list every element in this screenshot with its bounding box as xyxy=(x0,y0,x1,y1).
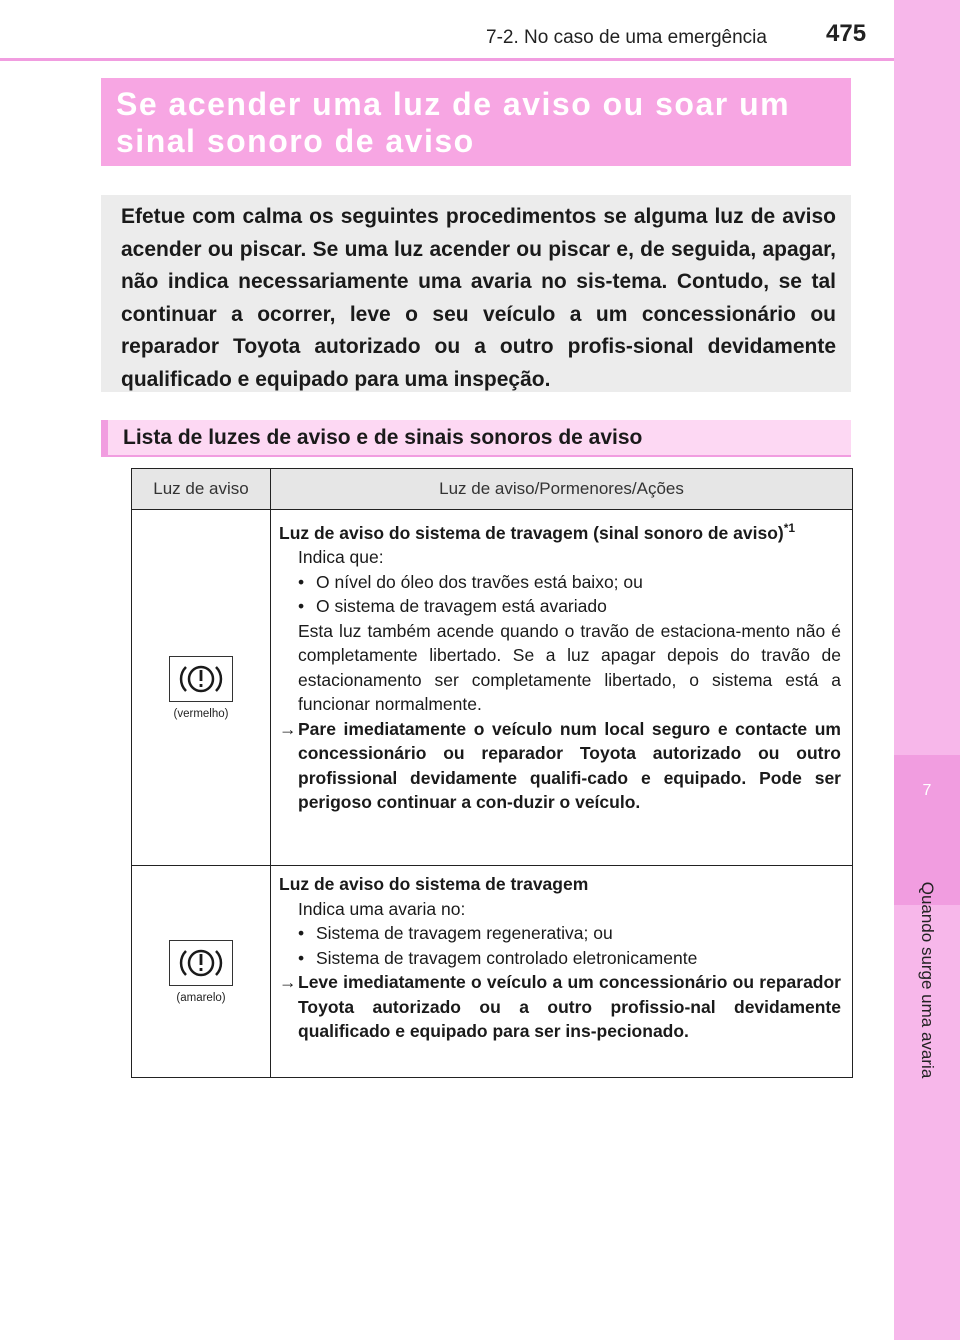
details-cell xyxy=(271,510,852,865)
table-header xyxy=(132,469,852,510)
warning-lights-table xyxy=(131,468,853,1078)
light-title: Luz de aviso do sistema de travagem xyxy=(279,874,589,894)
brake-warning-icon xyxy=(169,940,233,986)
arrow-icon: → xyxy=(279,718,297,739)
footnote-mark: *1 xyxy=(783,521,796,535)
list-item: • O nível do óleo dos travões está baixo; ou xyxy=(298,571,643,592)
section-header: 7-2. No caso de uma emergência xyxy=(486,27,767,48)
brake-warning-icon xyxy=(169,656,233,702)
chapter-title: Quando surge uma avaria xyxy=(918,881,937,1079)
subheading-bar xyxy=(101,420,108,455)
intro-text: Efetue com calma os seguintes procedimentos se alguma luz de aviso acender ou piscar. Se uma luz acender ou piscar e, de seguida, apagar, não indica necessariamente uma avaria no sis-tema. Contudo, se tal continuar a ocorrer, leve o seu veículo a um concessionário ou reparador Toyota autorizado ou a outro profis-sional devidamente qualificado e equipado para uma inspeção. xyxy=(121,205,836,391)
subheading-box xyxy=(101,420,851,457)
table-row xyxy=(132,510,852,866)
arrow-icon: → xyxy=(279,972,297,992)
page-number: 475 xyxy=(826,20,867,47)
chapter-number: 7 xyxy=(922,782,932,799)
note-text: Esta luz também acende quando o travão de estaciona-mento não é completamente libertado. Se a luz apagar depois do travão de estacionamento ser completamente libertado, o sistema está a funcionar normalmente. xyxy=(298,620,841,715)
light-title: Luz de aviso do sistema de travagem (sinal sonoro de aviso)$^{*1}$ xyxy=(279,521,796,543)
action-line xyxy=(279,717,841,815)
lamp-color-caption: (vermelho) xyxy=(173,707,229,720)
list-item: • O sistema de travagem está avariado xyxy=(298,596,607,617)
action-text: Pare imediatamente o veículo num local seguro e contacte um concessionário ou reparador Toyota autorizado ou outro profissional devidamente qualifi-cado e equipado. Pode ser perigoso continuar a con-duzir o veículo. xyxy=(298,718,841,813)
list-item: • Sistema de travagem regenerativa; ou xyxy=(298,923,613,943)
header-divider xyxy=(0,58,894,61)
indicates-text: Indica que: xyxy=(298,547,384,568)
action-text: Leve imediatamente o veículo a um concessionário ou reparador Toyota autorizado ou a outro profissio-nal devidamente qualificado e equipado para ser ins-pecionado. xyxy=(298,972,841,1041)
details-cell xyxy=(271,866,852,1077)
action-line xyxy=(279,970,841,1044)
chapter-sidebar xyxy=(894,0,960,1340)
page-title: Se acender uma luz de aviso ou soar um sinal sonoro de aviso xyxy=(116,86,791,159)
subheading: Lista de luzes de aviso e de sinais sonoros de aviso xyxy=(123,426,643,449)
warning-light-cell xyxy=(132,510,271,865)
warning-light-cell xyxy=(132,866,271,1077)
intro-box xyxy=(101,195,851,392)
lamp-color-caption: (amarelo) xyxy=(176,991,226,1004)
title-box xyxy=(101,78,851,166)
indicates-text: Indica uma avaria no: xyxy=(298,898,466,919)
column-header-details: Luz de aviso/Pormenores/Ações xyxy=(439,479,684,498)
list-item: • Sistema de travagem controlado eletronicamente xyxy=(298,947,698,968)
column-header-light: Luz de aviso xyxy=(132,469,271,509)
table-row xyxy=(132,866,852,1077)
